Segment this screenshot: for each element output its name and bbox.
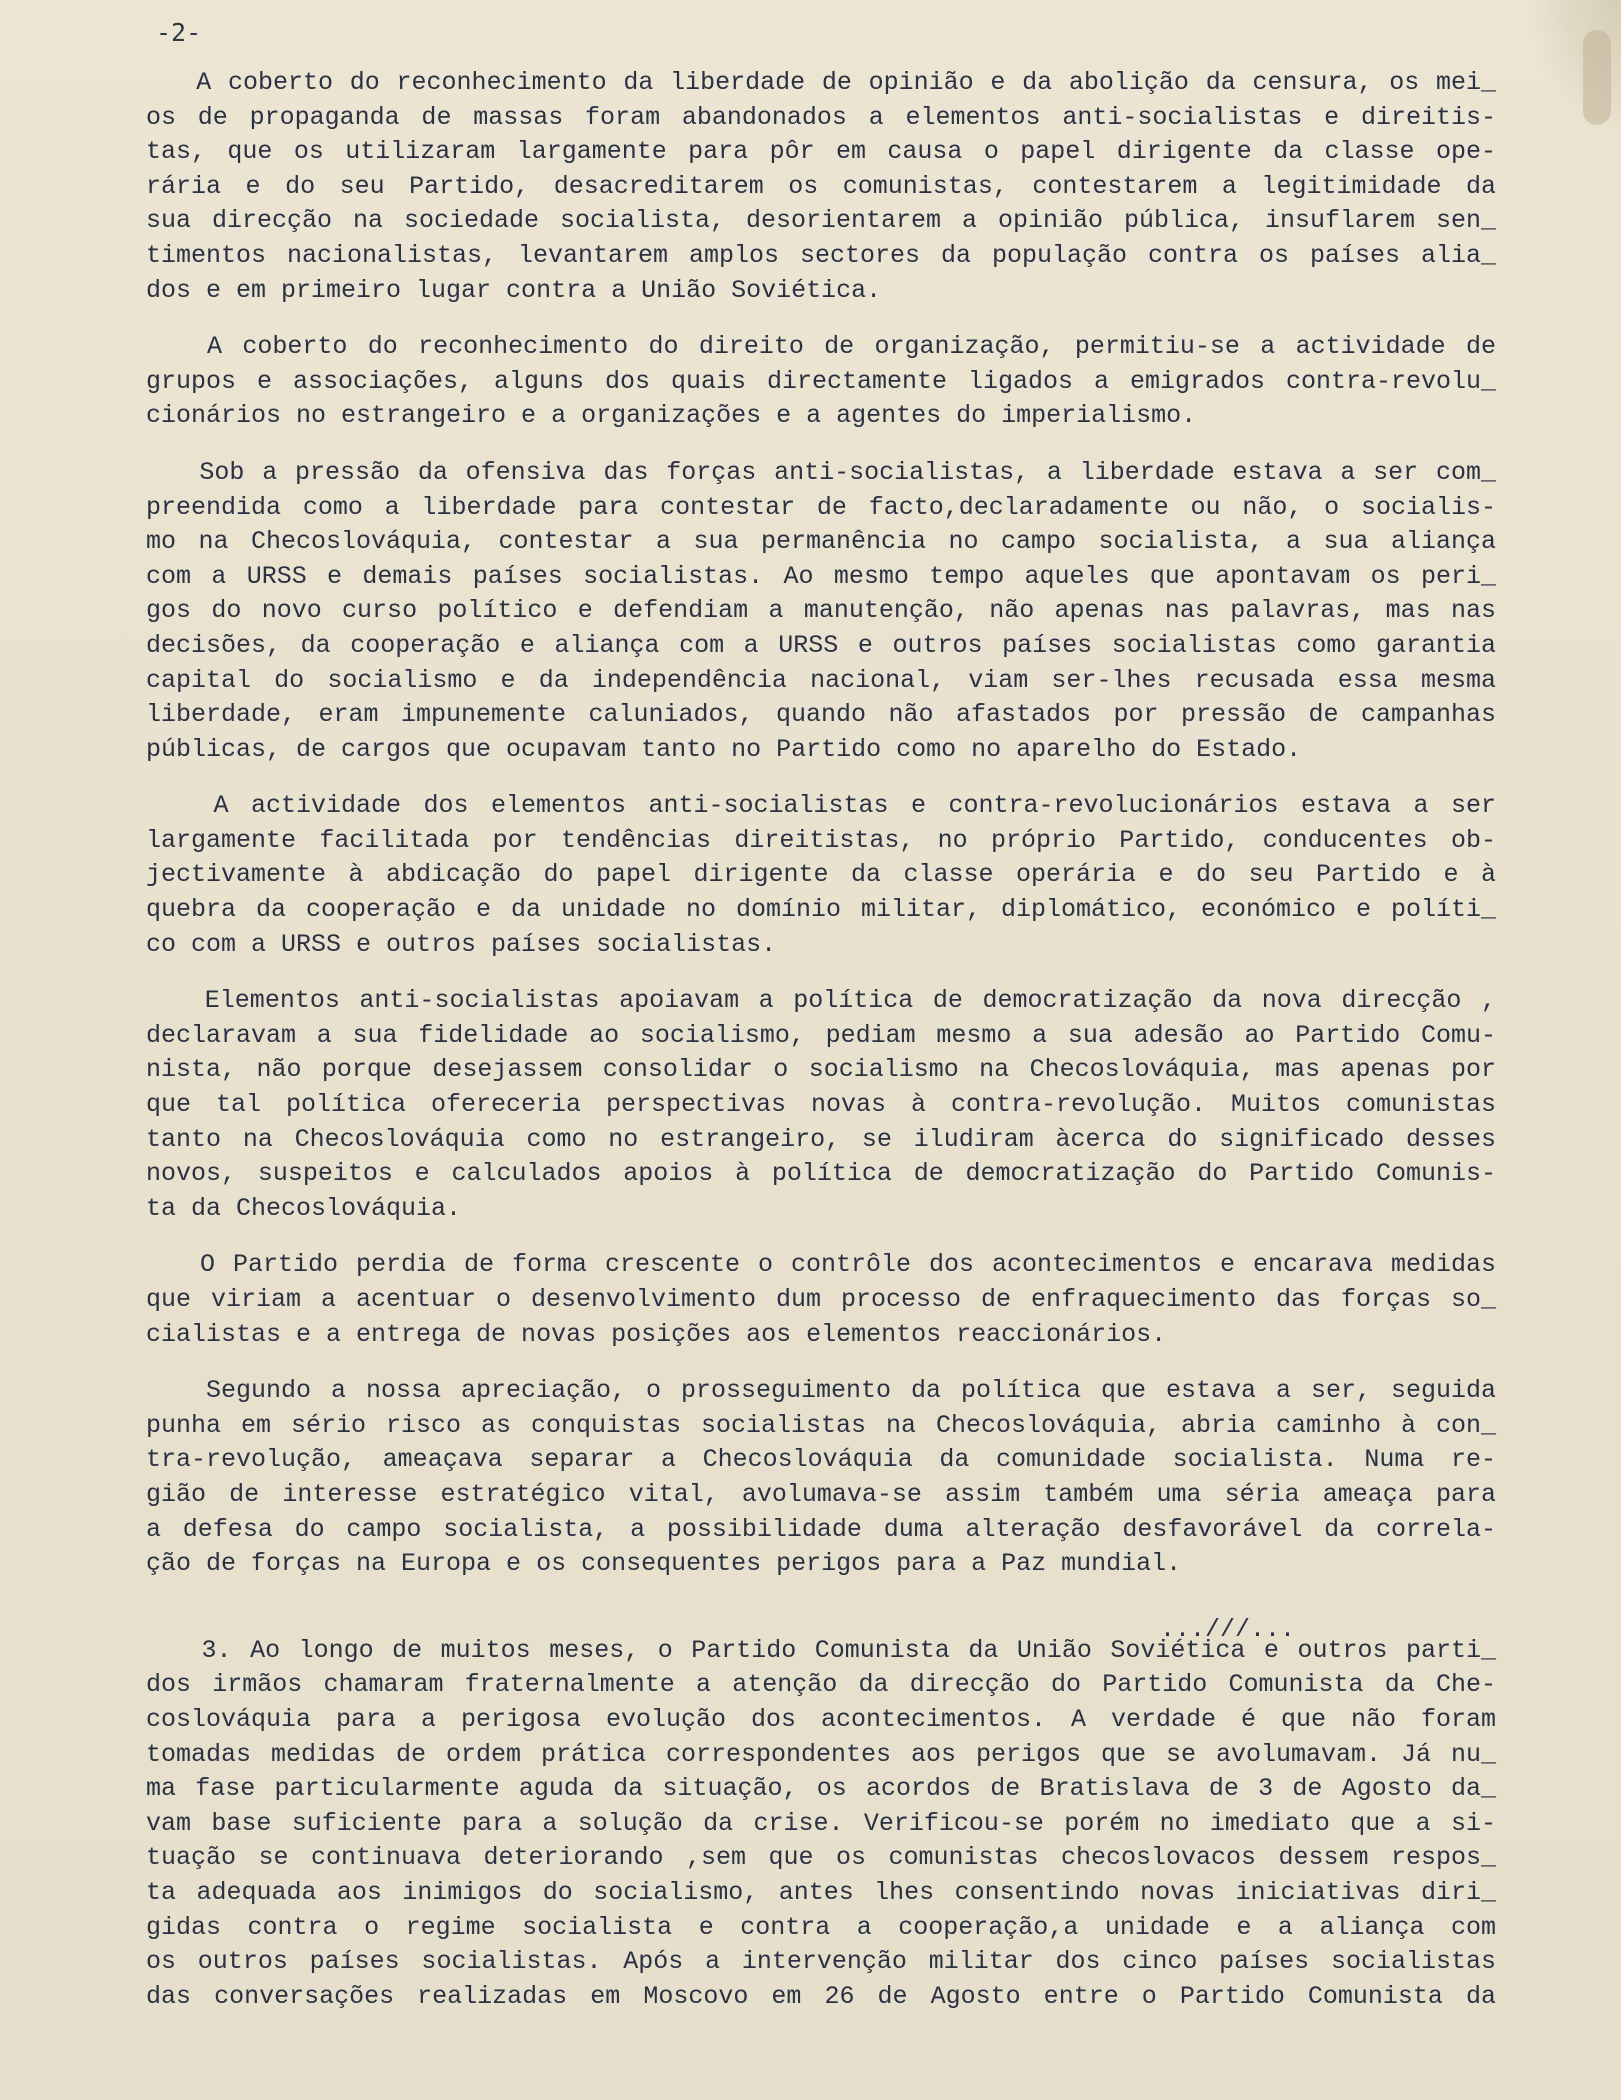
paragraph-5 [146,984,1496,1226]
text-line: nista, não porque desejassem consolidar o socialismo na Checoslováquia, mas apenas por [146,1055,1496,1085]
text-line: timentos nacionalistas, levantarem amplos sectores da população contra os países alia_ [146,240,1496,270]
text-line: Segundo a nossa apreciação, o prosseguimento da política que estava a ser, seguida [146,1376,1496,1406]
paragraph-1 [146,66,1496,308]
text-line: largamente facilitada por tendências direitistas, no próprio Partido, conducentes ob- [146,825,1496,855]
text-line: gos do novo curso político e defendiam a manutenção, não apenas nas palavras, mas nas [146,596,1496,626]
text-line: públicas, de cargos que ocupavam tanto no Partido como no aparelho do Estado. [146,734,1302,764]
text-line: preendida como a liberdade para contestar de facto,declaradamente ou não, o socialis- [146,492,1496,522]
text-line: dos irmãos chamaram fraternalmente a atenção da direcção do Partido Comunista da Che- [146,1670,1496,1700]
text-line: gidas contra o regime socialista e contra a cooperação,a unidade e a aliança com [146,1912,1496,1942]
text-line: os de propaganda de massas foram abandonados a elementos anti-socialistas e direitis- [146,102,1496,132]
text-line: punha em sério risco as conquistas socialistas na Checoslováquia, abria caminho à con_ [146,1410,1496,1440]
text-line: A coberto do reconhecimento da liberdade de opinião e da abolição da censura, os mei_ [146,68,1496,97]
paragraph-3 [146,456,1496,767]
text-line: dos e em primeiro lugar contra a União Soviética. [146,275,882,305]
text-line: com a URSS e demais países socialistas. Ao mesmo tempo aqueles que apontavam os peri_ [146,561,1496,591]
text-line: cialistas e a entrega de novas posições aos elementos reaccionários. [146,1319,1167,1349]
text-line: ção de forças na Europa e os consequentes perigos para a Paz mundial. [146,1549,1182,1579]
text-line: 3. Ao longo de muitos meses, o Partido Comunista da União Soviética e outros parti_ [146,1635,1496,1665]
text-line: coslováquia para a perigosa evolução dos acontecimentos. A verdade é que não foram [146,1704,1496,1734]
text-line: que tal política ofereceria perspectivas novas à contra-revolução. Muitos comunistas [146,1090,1496,1120]
text-line: jectivamente à abdicação do papel dirigente da classe operária e do seu Partido e à [146,860,1496,890]
text-line: tomadas medidas de ordem prática correspondentes aos perigos que se avolumavam. Já nu_ [146,1739,1496,1769]
text-line: O Partido perdia de forma crescente o contrôle dos acontecimentos e encarava medidas [146,1250,1496,1280]
text-line: ma fase particularmente aguda da situação, os acordos de Bratislava de 3 de Agosto da_ [146,1774,1496,1804]
text-line: decisões, da cooperação e aliança com a URSS e outros países socialistas como garantia [146,630,1496,660]
text-line: liberdade, eram impunemente caluniados, quando não afastados por pressão de campanhas [146,700,1496,730]
paragraph-4 [146,789,1496,962]
continuation-mark: ...///... [1160,1615,1296,1644]
text-line: rária e do seu Partido, desacreditarem os comunistas, contestarem a legitimidade da [146,171,1496,201]
text-line: vam base suficiente para a solução da crise. Verificou-se porém no imediato que a si- [146,1808,1496,1838]
text-line: capital do socialismo e da independência nacional, viam ser-lhes recusada essa mesma [146,665,1496,695]
text-line: gião de interesse estratégico vital, avolumava-se assim também uma séria ameaça para [146,1479,1496,1509]
text-line: quebra da cooperação e da unidade no domínio militar, diplomático, económico e políti_ [146,895,1496,925]
text-line: grupos e associações, alguns dos quais directamente ligados a emigrados contra-revolu_ [146,366,1496,396]
text-line: A coberto do reconhecimento do direito de organização, permitiu-se a actividade de [146,332,1496,362]
text-line: cionários no estrangeiro e a organizações e a agentes do imperialismo. [146,401,1197,431]
text-line: que viriam a acentuar o desenvolvimento dum processo de enfraquecimento das forças so_ [146,1285,1496,1314]
text-line: ta da Checoslováquia. [146,1193,462,1223]
paper-stain [1583,30,1611,125]
text-line: a defesa do campo socialista, a possibilidade duma alteração desfavorável da correla- [146,1514,1496,1544]
text-line: co com a URSS e outros países socialistas. [146,929,777,959]
text-line: A actividade dos elementos anti-socialistas e contra-revolucionários estava a ser [146,791,1496,821]
text-line: declaravam a sua fidelidade ao socialismo, pediam mesmo a sua adesão ao Partido Comu- [146,1020,1496,1050]
paragraph-2 [146,330,1496,434]
page-number: -2- [156,18,202,47]
text-line: os outros países socialistas. Após a intervenção militar dos cinco países socialistas [146,1947,1496,1977]
paragraph-6 [146,1248,1496,1352]
text-line: Elementos anti-socialistas apoiavam a política de democratização da nova direcção , [146,986,1496,1016]
text-line: tas, que os utilizaram largamente para pôr em causa o papel dirigente da classe ope- [146,137,1496,167]
text-line: novos, suspeitos e calculados apoios à política de democratização do Partido Comunis- [146,1159,1496,1189]
text-line: tuação se continuava deteriorando ,sem que os comunistas checoslovacos dessem respos_ [146,1843,1496,1873]
text-line: mo na Checoslováquia, contestar a sua permanência no campo socialista, a sua aliança [146,527,1496,557]
paragraph-7 [146,1374,1496,1582]
text-line: das conversações realizadas em Moscovo em 26 de Agosto entre o Partido Comunista da [146,1981,1496,2011]
text-line: tanto na Checoslováquia como no estrangeiro, se iludiram àcerca do significado desses [146,1124,1496,1154]
text-line: sua direcção na sociedade socialista, desorientarem a opinião pública, insuflarem sen_ [146,206,1496,236]
text-line: Sob a pressão da ofensiva das forças anti-socialistas, a liberdade estava a ser com_ [146,457,1496,487]
text-line: ta adequada aos inimigos do socialismo, antes lhes consentindo novas iniciativas diri_ [146,1877,1496,1907]
text-line: tra-revolução, ameaçava separar a Checoslováquia da comunidade socialista. Numa re- [146,1445,1496,1475]
document-body [146,66,1496,2014]
paragraph-8 [146,1634,1496,2015]
